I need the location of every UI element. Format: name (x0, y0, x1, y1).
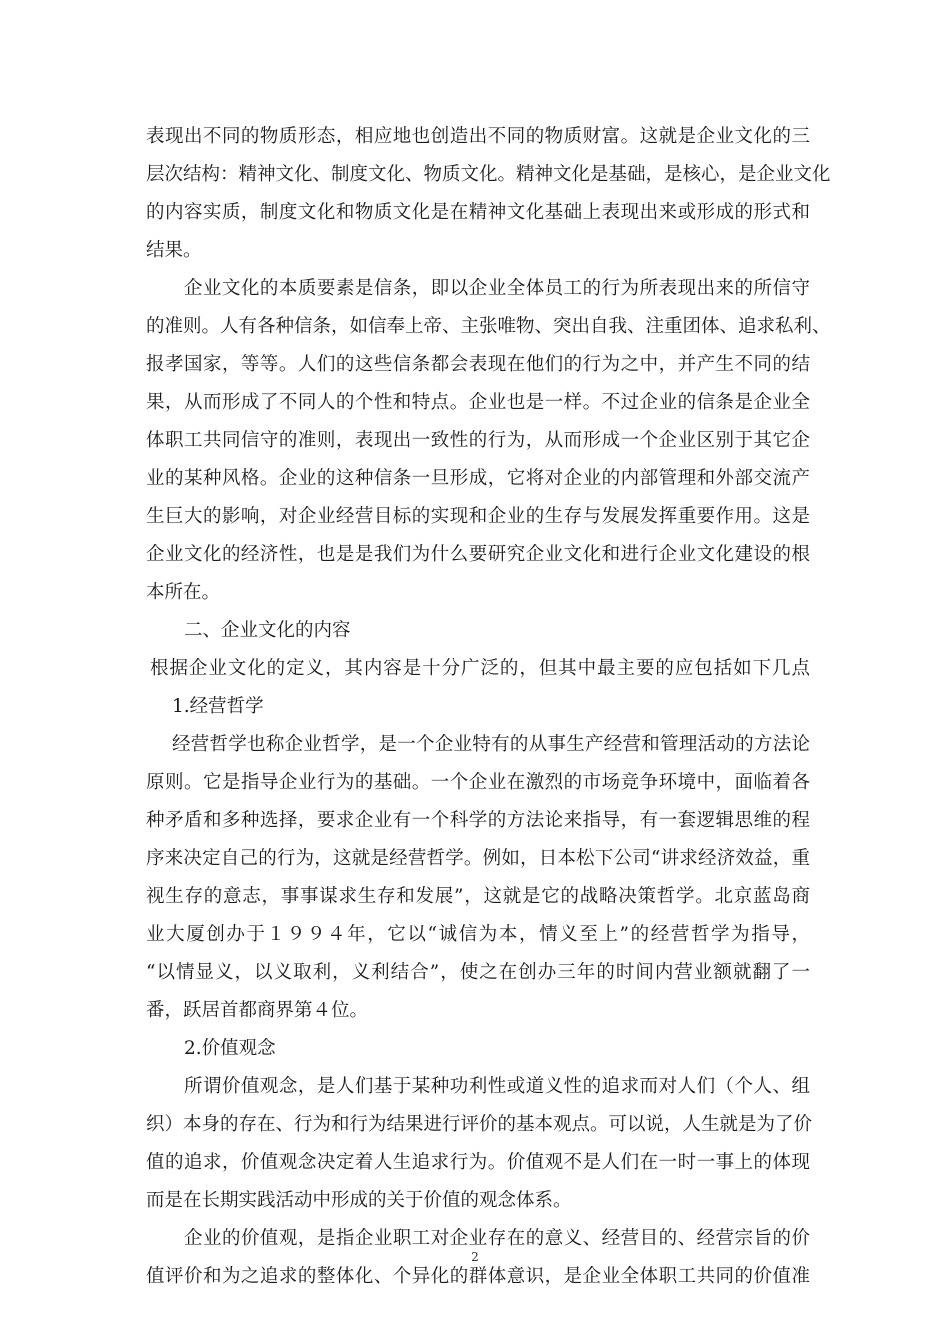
text-line: 报孝国家，等等。人们的这些信条都会表现在他们的行为之中，并产生不同的结 (146, 354, 810, 375)
document-body (146, 118, 831, 1296)
text-line: 生巨大的影响，对企业经营目标的实现和企业的生存与发展发挥重要作用。这是 (146, 506, 810, 527)
subsection-heading: 2.价值观念 (184, 1038, 276, 1059)
text-line: 体职工共同信守的准则，表现出一致性的行为，从而形成一个企业区别于其它企 (146, 430, 810, 451)
text-line: 的内容实质，制度文化和物质文化是在精神文化基础上表现出来或形成的形式和 (146, 202, 810, 223)
text-line: 企业的价值观，是指企业职工对企业存在的意义、经营目的、经营宗旨的价 (184, 1228, 810, 1249)
text-line: 视生存的意志，事事谋求生存和发展”，这就是它的战略决策哲学。北京蓝岛商 (146, 886, 810, 907)
text-line: 层次结构：精神文化、制度文化、物质文化。精神文化是基础，是核心，是企业文化 (146, 164, 831, 185)
text-line: 本所在。 (146, 582, 221, 603)
text-line: 番，跃居首都商界第４位。 (146, 1000, 369, 1021)
section-heading: 二、企业文化的内容 (184, 620, 351, 641)
text-line: 结果。 (146, 240, 202, 261)
text-line: 值评价和为之追求的整体化、个异化的群体意识，是企业全体职工共同的价值准 (146, 1266, 810, 1287)
text-line: 原则。它是指导企业行为的基础。一个企业在激烈的市场竞争环境中，面临着各 (146, 772, 810, 793)
text-line: 业大厦创办于１９９４年，它以“诚信为本，情义至上”的经营哲学为指导， (146, 924, 810, 945)
text-line: 企业文化的经济性，也是是我们为什么要研究企业文化和进行企业文化建设的根 (146, 544, 810, 565)
text-line: 种矛盾和多种选择，要求企业有一个科学的方法论来指导，有一套逻辑思维的程 (146, 810, 810, 831)
text-line: 经营哲学也称企业哲学，是一个企业特有的从事生产经营和管理活动的方法论 (172, 734, 810, 755)
text-line: 果，从而形成了不同人的个性和特点。企业也是一样。不过企业的信条是企业全 (146, 392, 810, 413)
text-line: 序来决定自己的行为，这就是经营哲学。例如，日本松下公司“讲求经济效益，重 (146, 848, 810, 869)
subsection-heading: 1.经营哲学 (172, 696, 264, 717)
text-line: 所谓价值观念，是人们基于某种功利性或道义性的追求而对人们（个人、组 (184, 1076, 810, 1097)
text-line: 根据企业文化的定义，其内容是十分广泛的，但其中最主要的应包括如下几点 (150, 658, 810, 679)
text-line: 企业文化的本质要素是信条，即以企业全体员工的行为所表现出来的所信守 (184, 278, 810, 299)
text-line: 值的追求，价值观念决定着人生追求行为。价值观不是人们在一时一事上的体现 (146, 1152, 810, 1173)
text-line: “以情显义，以义取利，义利结合”，使之在创办三年的时间内营业额就翻了一 (146, 962, 810, 983)
text-line: 表现出不同的物质形态，相应地也创造出不同的物质财富。这就是企业文化的三 (146, 126, 810, 147)
text-line: 业的某种风格。企业的这种信条一旦形成，它将对企业的内部管理和外部交流产 (146, 468, 810, 489)
text-line: 的准则。人有各种信条，如信奉上帝、主张唯物、突出自我、注重团体、追求私利、 (146, 316, 831, 337)
text-line: 织）本身的存在、行为和行为结果进行评价的基本观点。可以说，人生就是为了价 (146, 1114, 813, 1135)
text-line: 而是在长期实践活动中形成的关于价值的观念体系。 (146, 1190, 572, 1211)
page-number: 2 (471, 1250, 479, 1264)
